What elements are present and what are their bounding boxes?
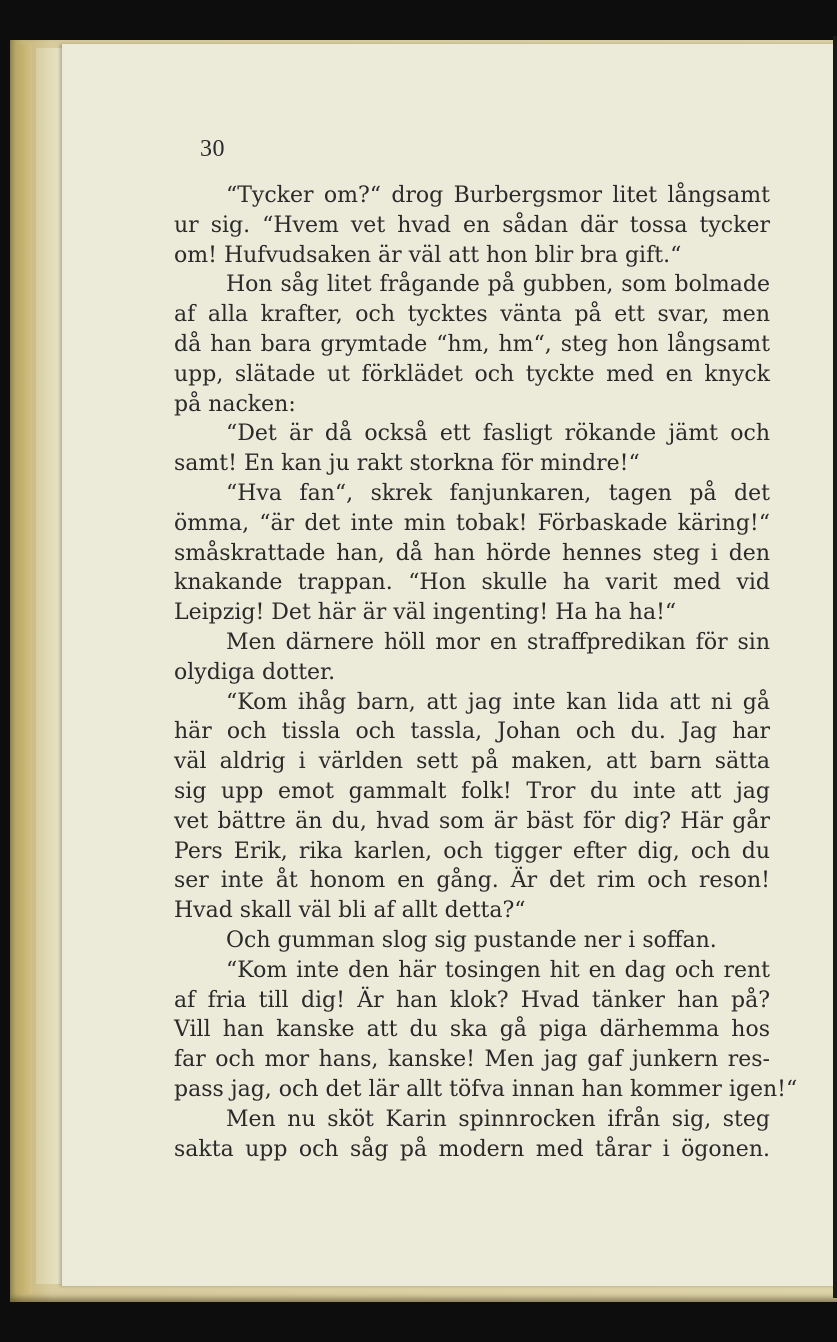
page-number: 30: [200, 136, 225, 162]
text-line: af fria till dig! Är han klok? Hvad tänker han på?: [174, 987, 770, 1013]
text-line: “Hva fan“, skrek fanjunkaren, tagen på det: [226, 480, 770, 506]
text-line: ur sig. “Hvem vet hvad en sådan där tossa tycker: [174, 212, 770, 238]
body-text: [174, 181, 798, 1164]
text-line: af alla krafter, och tycktes vänta på ett svar, men: [174, 302, 770, 328]
book-spine-edge: [18, 44, 32, 1294]
text-line: upp, slätade ut förklädet och tyckte med en knyck: [174, 361, 770, 387]
text-line: sig upp emot gammalt folk! Tror du inte att jag: [174, 778, 770, 804]
text-line: på nacken:: [174, 391, 296, 417]
text-line: Vill han kanske att du ska gå piga därhemma hos: [174, 1017, 770, 1043]
text-line: Hon såg litet frågande på gubben, som bolmade: [226, 272, 770, 298]
text-line: Leipzig! Det här är väl ingenting! Ha ha ha!“: [174, 600, 677, 626]
text-line: Hvad skall väl bli af allt detta?“: [174, 898, 526, 924]
text-line: om! Hufvudsaken är väl att hon blir bra gift.“: [174, 242, 682, 268]
text-line: samt! En kan ju rakt storkna för mindre!“: [174, 451, 640, 477]
text-line: “Tycker om?“ drog Burbergsmor litet långsamt: [226, 183, 770, 208]
text-line: ömma, “är det inte min tobak! Förbaskade käring!“: [174, 510, 770, 536]
text-line: pass jag, och det lär allt töfva innan han kommer igen!“: [174, 1076, 798, 1102]
text-line: Men nu sköt Karin spinnrocken ifrån sig, steg: [226, 1106, 770, 1132]
text-line: “Kom ihåg barn, att jag inte kan lida att ni gå: [226, 689, 770, 715]
text-line: då han bara grymtade “hm, hm“, steg hon långsamt: [174, 331, 770, 357]
page-gutter: [36, 48, 64, 1284]
text-line: olydiga dotter.: [174, 659, 336, 685]
text-line: ser inte åt honom en gång. Är det rim och reson!: [174, 868, 770, 894]
text-line: far och mor hans, kanske! Men jag gaf junkern res-: [174, 1047, 770, 1073]
text-line: sakta upp och såg på modern med tårar i ögonen.: [174, 1136, 770, 1162]
text-line: småskrattade han, då han hörde hennes steg i den: [174, 540, 770, 566]
text-line: Och gumman slog sig pustande ner i soffan.: [226, 927, 717, 953]
text-line: Men därnere höll mor en straffpredikan för sin: [226, 629, 770, 655]
right-edge-shadow: [833, 36, 837, 1298]
text-line: “Det är då också ett fasligt rökande jämt och: [226, 421, 770, 447]
text-line: “Kom inte den här tosingen hit en dag och rent: [226, 957, 770, 983]
text-line: knakande trappan. “Hon skulle ha varit med vid: [174, 570, 770, 596]
text-line: Pers Erik, rika karlen, och tigger efter dig, och du: [174, 838, 770, 864]
text-line: här och tissla och tassla, Johan och du. Jag har: [174, 719, 770, 745]
text-line: väl aldrig i världen sett på maken, att barn sätta: [174, 749, 770, 775]
text-line: vet bättre än du, hvad som är bäst för dig? Här går: [174, 808, 770, 834]
